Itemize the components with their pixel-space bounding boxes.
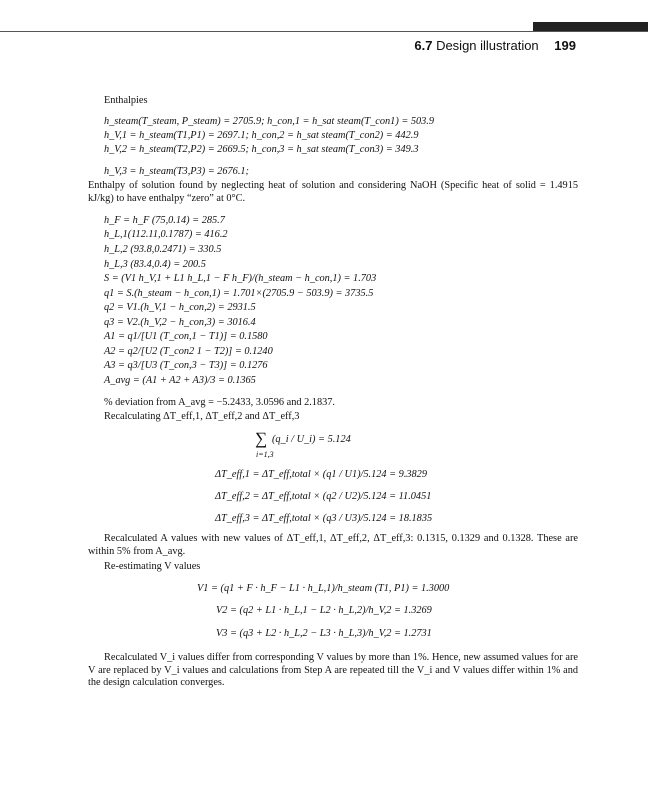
delta-t-line: ΔT_eff,3 = ΔT_eff,total × (q3 / U3)/5.124 = 18.1835 [215,513,433,524]
delta-t-line: ΔT_eff,2 = ΔT_eff,total × (q2 / U2)/5.124 = 11.0451 [215,491,432,502]
reestimating-heading: Re-estimating V values [104,561,201,572]
calc-line: S = (V1 h_V,1 + L1 h_L,1 − F h_F)/(h_steam − h_con,1) = 1.703 [104,273,377,284]
summation-sign: ∑ [255,429,268,448]
header-rule [0,31,648,32]
calc-line: A1 = q1/[U1 (T_con,1 − T1)] = 0.1580 [104,331,268,342]
delta-t-line: ΔT_eff,1 = ΔT_eff,total × (q1 / U1)/5.124 = 9.3829 [215,469,427,480]
calc-line: q1 = S.(h_steam − h_con,1) = 1.701×(2705.9 − 503.9) = 3735.5 [104,288,374,299]
calc-line: A2 = q2/[U2 (T_con2 1 − T2)] = 0.1240 [104,346,273,357]
recalc-heading: Recalculating ΔT_eff,1, ΔT_eff,2 and ΔT_eff,3 [104,411,300,422]
running-head [414,38,576,53]
section-title: Design illustration [436,38,539,53]
enthalpy-line: h_steam(T_steam, P_steam) = 2705.9; h_con,1 = h_sat steam(T_con1) = 503.9 [104,116,435,127]
summation-index: i=1,3 [256,450,274,459]
enthalpy-line: h_V,3 = h_steam(T3,P3) = 2676.1; [104,166,249,177]
enthalpy-line: h_V,1 = h_steam(T1,P1) = 2697.1; h_con,2 = h_sat steam(T_con2) = 442.9 [104,130,419,141]
page-number: 199 [554,38,576,53]
calc-line: A_avg = (A1 + A2 + A3)/3 = 0.1365 [104,375,256,386]
paragraph-recalculated-a: Recalculated A values with new values of ΔT_eff,1, ΔT_eff,2, ΔT_eff,3: 0.1315, 0.1329 and 0.1328. These are within 5% from A_avg. [88,533,578,557]
calc-line: q2 = V1.(h_V,1 − h_con,2) = 2931.5 [104,302,256,313]
calc-line: h_L,1(112.11,0.1787) = 416.2 [104,229,228,240]
calc-line: q3 = V2.(h_V,2 − h_con,3) = 3016.4 [104,317,256,328]
summation-expression: (q_i / U_i) = 5.124 [272,434,351,445]
section-number: 6.7 [414,38,433,53]
paragraph-solution-enthalpy: Enthalpy of solution found by neglecting heat of solution and considering NaOH (Specific heat of solid = 1.4915 kJ/kg) to have enthalpy “zero” at 0°C. [88,180,578,204]
deviation-line: % deviation from A_avg = −5.2433, 3.0596 and 2.1837. [104,397,335,408]
heading-enthalpies: Enthalpies [104,95,148,106]
v-line: V1 = (q1 + F · h_F − L1 · h_L,1)/h_steam (T1, P1) = 1.3000 [197,583,450,594]
v-line: V3 = (q3 + L2 · h_L,2 − L3 · h_L,3)/h_V,2 = 1.2731 [216,628,432,639]
paragraph-final: Recalculated V_i values differ from corresponding V values by more than 1%. Hence, new assumed values for are V are replaced by V_i values and calculations from Step A are repeated till the V_i and V values differ within 1% and the design calculation converges. [88,652,578,689]
calc-line: h_L,2 (93.8,0.2471) = 330.5 [104,244,222,255]
enthalpy-line: h_V,2 = h_steam(T2,P2) = 2669.5; h_con,3 = h_sat steam(T_con3) = 349.3 [104,144,419,155]
calc-line: A3 = q3/[U3 (T_con,3 − T3)] = 0.1276 [104,360,268,371]
calc-line: h_L,3 (83.4,0.4) = 200.5 [104,259,206,270]
calc-line: h_F = h_F (75,0.14) = 285.7 [104,215,225,226]
v-line: V2 = (q2 + L1 · h_L,1 − L2 · h_L,2)/h_V,2 = 1.3269 [216,605,432,616]
